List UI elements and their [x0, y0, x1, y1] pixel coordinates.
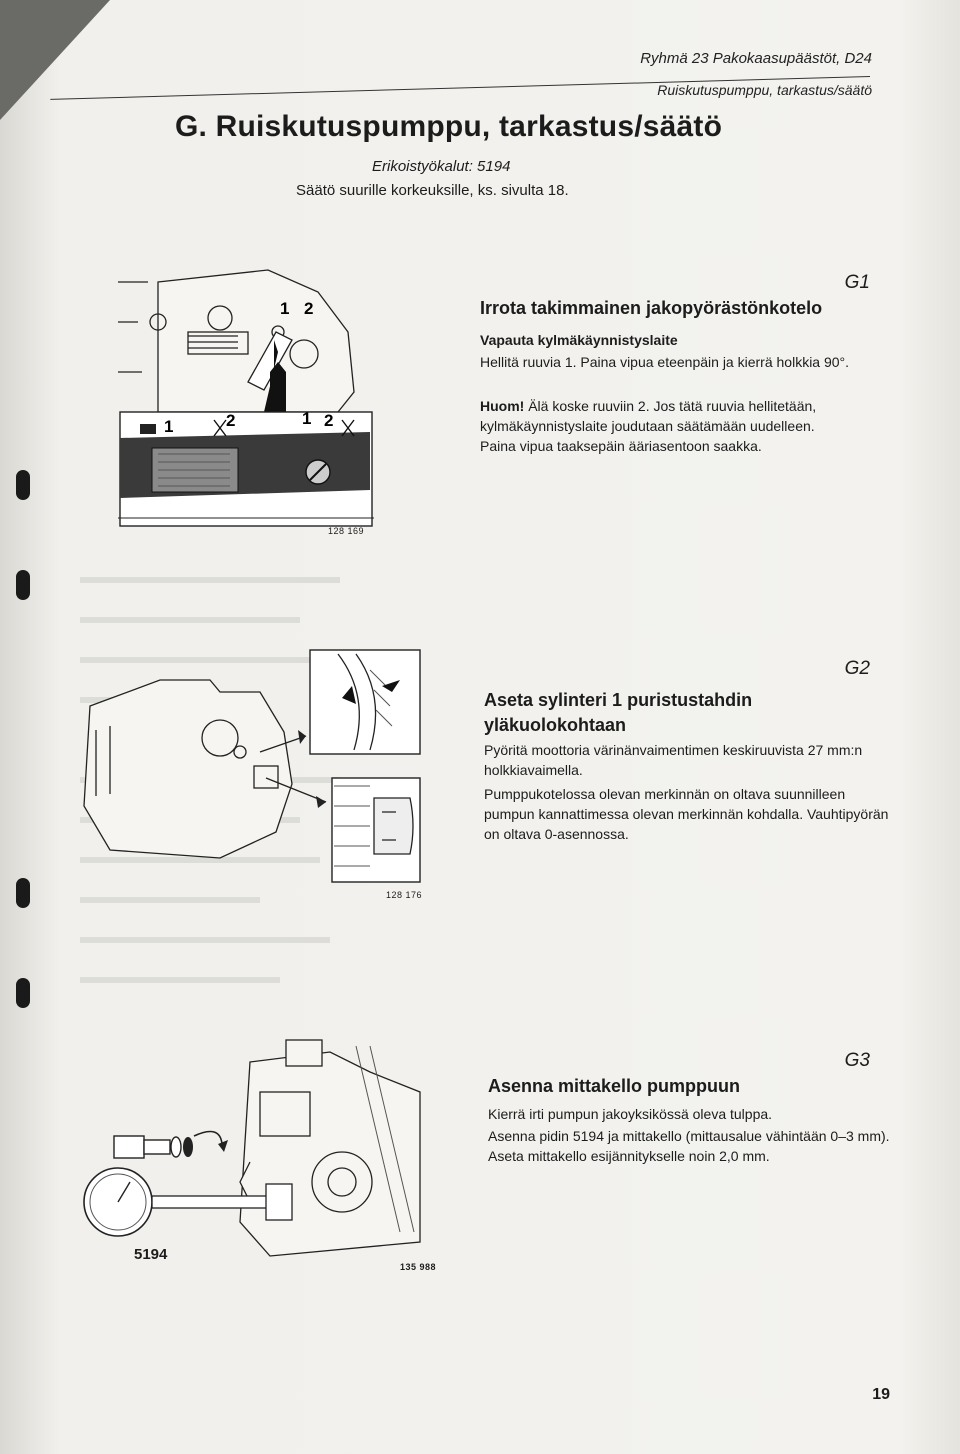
page-curl-shadow — [0, 0, 110, 120]
binder-hole — [16, 878, 30, 908]
g1-callout-2b: 2 — [324, 411, 334, 430]
special-tools: Erikoistyökalut: 5194 — [372, 158, 511, 175]
binder-hole — [16, 570, 30, 600]
g3-paragraph-2: Asenna pidin 5194 ja mittakello (mittausalue vähintään 0–3 mm). Aseta mittakello esijännitykselle noin 2,0 mm. — [488, 1128, 890, 1164]
binder-hole — [16, 978, 30, 1008]
g1-figure-number: 128 169 — [328, 526, 365, 536]
page-number: 19 — [872, 1386, 890, 1403]
step-id-g2: G2 — [844, 658, 870, 679]
g3-tool-label: 5194 — [134, 1246, 168, 1263]
g1-note-text: Älä koske ruuviin 2. Jos tätä ruuvia hellitetään, kylmäkäynnistyslaite joudutaan säätämään uudelleen. — [480, 398, 817, 434]
running-header-section: Ruiskutuspumppu, tarkastus/säätö — [657, 82, 872, 98]
g2-figure-engine-timing-marks — [70, 646, 426, 892]
altitude-note: Säätö suurille korkeuksille, ks. sivulta 18. — [296, 182, 569, 199]
binder-hole — [16, 470, 30, 500]
g3-paragraph-1: Kierrä irti pumpun jakoyksikössä oleva tulppa. — [488, 1106, 773, 1122]
g1-callout-1b: 1 — [302, 409, 312, 428]
g2-title: Aseta sylinteri 1 puristustahdin yläkuolokohtaan — [484, 690, 753, 735]
g1-paragraph-1: Hellitä ruuvia 1. Paina vipua eteenpäin ja kierrä holkkia 90°. — [480, 354, 850, 370]
running-header-group: Ryhmä 23 Pakokaasupäästöt, D24 — [640, 50, 872, 67]
g1-subtitle: Vapauta kylmäkäynnistyslaite — [480, 332, 678, 348]
g1-callout-1c: 1 — [280, 299, 290, 318]
g1-callout-1a: 1 — [164, 417, 174, 436]
g3-figure-dial-gauge-on-pump — [70, 1032, 426, 1270]
g3-figure-number: 135 988 — [400, 1262, 437, 1272]
g2-figure-number: 128 176 — [386, 890, 423, 900]
g1-paragraph-3: Paina vipua taaksepäin ääriasentoon saakka. — [480, 438, 762, 454]
g1-title: Irrota takimmainen jakopyörästönkotelo — [480, 298, 823, 318]
page-title: G. Ruiskutuspumppu, tarkastus/säätö — [175, 110, 723, 143]
step-id-g1: G1 — [844, 272, 870, 293]
g1-callout-2a: 2 — [226, 411, 236, 430]
step-id-g3: G3 — [844, 1050, 870, 1071]
g2-paragraph-1: Pyöritä moottoria värinänvaimentimen keskiruuvista 27 mm:n holkkiavaimella. — [484, 742, 863, 778]
g1-callout-2c: 2 — [304, 299, 314, 318]
g2-paragraph-2: Pumppukotelossa olevan merkinnän on oltava suunnilleen pumpun kannattimessa olevan merkinnän kohdalla. Vauhtipyörän on oltava 0-asennossa. — [484, 786, 889, 842]
g1-note-label: Huom! — [480, 398, 525, 414]
g1-figure-cold-start-device — [118, 262, 374, 528]
g3-title: Asenna mittakello pumppuun — [488, 1076, 741, 1096]
g1-paragraph-2 — [480, 396, 890, 436]
